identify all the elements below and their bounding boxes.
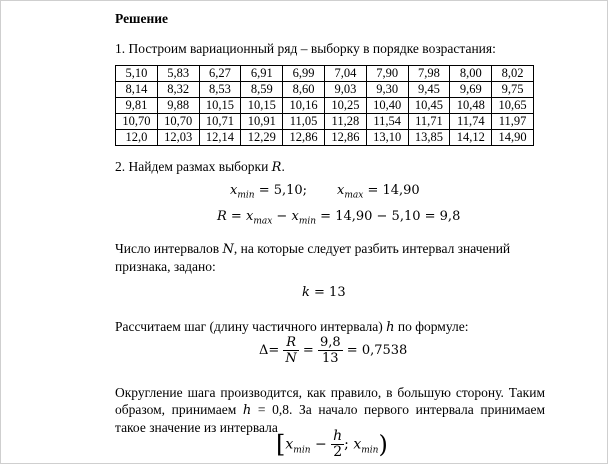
xmin-rest: = 5,10; [254, 183, 308, 198]
table-cell: 9,75 [492, 82, 534, 98]
interval-expression [276, 429, 388, 460]
delta-fraction-1 [283, 335, 298, 366]
table-cell: 9,30 [366, 82, 408, 98]
table-cell: 10,25 [324, 98, 366, 114]
xmin-sub: min [237, 190, 255, 201]
step1-text: 1. Построим вариационный ряд – выборку в порядке возрастания: [115, 41, 496, 56]
round-var: h [242, 403, 252, 418]
table-cell: 10,48 [450, 98, 492, 114]
interval-semi: ; [344, 436, 354, 453]
range-eq1: = [226, 209, 246, 224]
step2-label: 2. Найдем размах выборки [115, 159, 269, 174]
table-cell: 5,10 [116, 66, 158, 82]
table-cell: 9,03 [324, 82, 366, 98]
interval-sub2: min [361, 445, 379, 456]
interval-fraction [331, 429, 344, 460]
table-cell: 10,91 [241, 114, 283, 130]
table-row [116, 66, 534, 82]
round-part2: = 0,8. За начало первого интервала принимаем такое значение из интервала [115, 402, 546, 435]
interval-x2: x [353, 436, 362, 453]
intervals-before: Число интервалов [115, 241, 220, 256]
table-cell: 11,54 [366, 114, 408, 130]
table-cell: 12,86 [283, 130, 325, 146]
table-cell: 12,0 [116, 130, 158, 146]
k-var: k [302, 285, 310, 300]
step-var: h [386, 320, 395, 335]
table-cell: 8,59 [241, 82, 283, 98]
table-cell: 6,99 [283, 66, 325, 82]
table-cell: 9,45 [408, 82, 450, 98]
table-cell: 7,04 [324, 66, 366, 82]
xmax-formula [337, 183, 420, 201]
table-cell: 12,29 [241, 130, 283, 146]
interval-x1: x [285, 436, 294, 453]
table-cell: 11,74 [450, 114, 492, 130]
range-sub1: max [253, 216, 273, 227]
table-cell: 13,10 [366, 130, 408, 146]
table-cell: 11,05 [283, 114, 325, 130]
interval-den: 2 [333, 444, 343, 460]
range-formula [217, 209, 460, 227]
range-x1: x [245, 209, 254, 224]
delta-den2: 13 [322, 351, 339, 366]
range-rest: = 14,90 − 5,10 = 9,8 [316, 209, 461, 224]
k-formula [302, 285, 346, 300]
table-cell: 10,16 [283, 98, 325, 114]
step-before: Рассчитаем шаг (длину частичного интервала) [115, 319, 383, 334]
table-cell: 9,69 [450, 82, 492, 98]
table-cell: 11,97 [492, 114, 534, 130]
k-rest: = 13 [309, 285, 346, 300]
xmax-sub: max [344, 190, 364, 201]
xmax-x: x [337, 183, 345, 198]
intervals-var: N [222, 242, 234, 257]
table-cell: 10,70 [116, 114, 158, 130]
table-cell: 14,12 [450, 130, 492, 146]
delta-formula [259, 335, 407, 366]
step2-text [115, 159, 285, 175]
delta-num1: R [283, 335, 298, 351]
delta-den1: N [285, 351, 297, 366]
interval-minus: − [310, 436, 332, 453]
table-cell: 10,40 [366, 98, 408, 114]
table-cell: 7,98 [408, 66, 450, 82]
table-row [116, 130, 534, 146]
table-cell: 13,85 [408, 130, 450, 146]
delta-fraction-2 [318, 335, 343, 366]
step-after: по формуле: [397, 319, 469, 334]
table-cell: 6,27 [199, 66, 241, 82]
table-cell: 8,32 [157, 82, 199, 98]
table-cell: 6,91 [241, 66, 283, 82]
xmax-rest: = 14,90 [363, 183, 420, 198]
step2-var: R [271, 160, 282, 175]
table-cell: 8,60 [283, 82, 325, 98]
table-cell: 14,90 [492, 130, 534, 146]
intervals-paragraph [115, 240, 545, 275]
table-cell: 12,03 [157, 130, 199, 146]
table-row [116, 114, 534, 130]
xmin-formula [230, 183, 307, 201]
step-paragraph [115, 319, 468, 335]
heading: Решение [115, 11, 168, 26]
table-cell: 8,14 [116, 82, 158, 98]
interval-sub1: min [293, 445, 311, 456]
table-cell: 8,53 [199, 82, 241, 98]
table-cell: 9,88 [157, 98, 199, 114]
xmin-x: x [230, 183, 238, 198]
table-cell: 9,81 [116, 98, 158, 114]
step2-end: . [281, 159, 285, 174]
range-x2: x [291, 209, 299, 224]
table-cell: 10,70 [157, 114, 199, 130]
table-cell: 7,90 [366, 66, 408, 82]
interval-open-bracket: [ [276, 430, 286, 459]
table-cell: 12,14 [199, 130, 241, 146]
delta-rest: = 0,7538 [342, 343, 408, 358]
table-cell: 12,86 [324, 130, 366, 146]
range-r: R [217, 209, 227, 224]
round-part1: Округление шага производится, как правило, в большую сторону. Таким образом, принимаем [115, 385, 545, 417]
range-sub2: min [298, 216, 317, 227]
range-minus: − [272, 209, 292, 224]
table-cell: 5,83 [157, 66, 199, 82]
table-cell: 11,71 [408, 114, 450, 130]
table-row [116, 98, 534, 114]
table-cell: 8,00 [450, 66, 492, 82]
interval-close-bracket: ) [378, 430, 388, 459]
interval-num: h [333, 428, 343, 444]
intervals-after: , на которые следует разбить интервал значений признака, задано: [115, 241, 511, 274]
table-cell: 10,15 [241, 98, 283, 114]
table-cell: 10,71 [199, 114, 241, 130]
table-cell: 8,02 [492, 66, 534, 82]
variation-series-table [115, 65, 534, 146]
table-cell: 11,28 [324, 114, 366, 130]
delta-symbol: Δ= [259, 343, 280, 358]
table-cell: 10,45 [408, 98, 450, 114]
delta-num2: 9,8 [319, 335, 341, 350]
table-cell: 10,65 [492, 98, 534, 114]
table-cell: 10,15 [199, 98, 241, 114]
table-row [116, 82, 534, 98]
delta-eq: = [298, 343, 318, 358]
